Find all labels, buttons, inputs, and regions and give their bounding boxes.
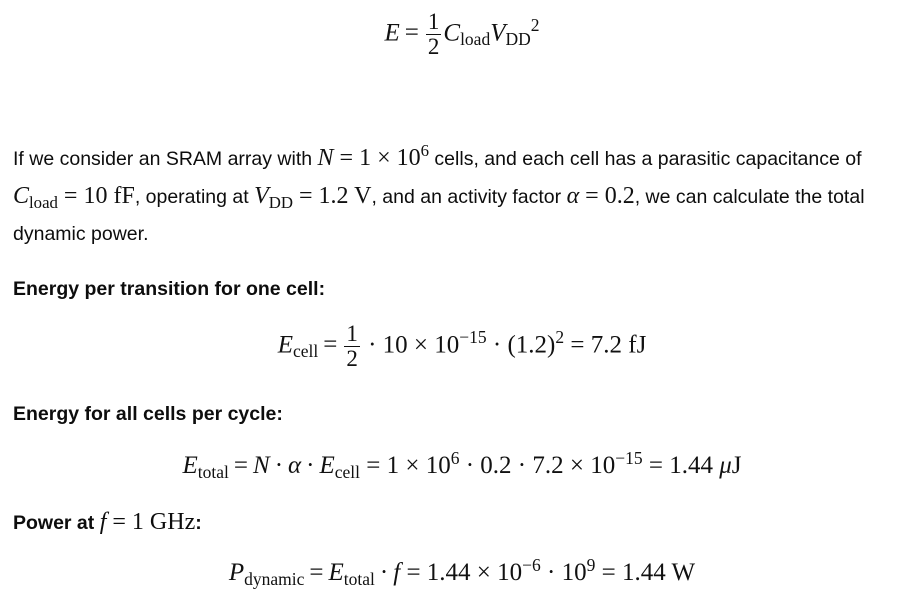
- math-n-cells: [317, 141, 430, 171]
- math-expression: = 1 × 10: [366, 452, 451, 479]
- heading-energy-all-cells: Energy for all cells per cycle:: [13, 403, 283, 425]
- intro-paragraph: [13, 140, 918, 253]
- math-expression: · (1.2): [492, 331, 556, 359]
- subscript-total: total: [197, 461, 229, 482]
- subscript-dd: DD: [505, 29, 531, 50]
- superscript-2: 2: [555, 327, 565, 348]
- para-text: , operating at: [134, 186, 255, 208]
- dot-operator: ·: [306, 452, 315, 479]
- math-c-load: [13, 183, 135, 212]
- fraction-half: [426, 10, 442, 59]
- unit-j: J: [731, 452, 742, 479]
- var-p: P: [228, 559, 245, 586]
- fraction-numerator: 1: [427, 9, 440, 34]
- var-f: f: [393, 559, 401, 586]
- superscript-exponent: −15: [459, 327, 487, 348]
- heading-energy-per-transition: Energy per transition for one cell:: [13, 278, 326, 300]
- var-e: E: [319, 452, 335, 479]
- math-value: = 0.2: [585, 183, 635, 209]
- unit-fj: fJ: [628, 331, 647, 359]
- heading-text: Power at: [13, 512, 100, 534]
- subscript-load: load: [460, 29, 491, 50]
- superscript-exponent: −15: [615, 447, 643, 468]
- fraction-numerator: 1: [346, 321, 358, 346]
- math-value: = 10: [63, 183, 108, 209]
- fraction-denominator: 2: [427, 34, 440, 60]
- subscript-total: total: [343, 568, 375, 589]
- math-value: = 1 × 10: [339, 145, 421, 171]
- symbol-mu: μ: [719, 452, 732, 479]
- var-v: V: [254, 183, 269, 209]
- var-alpha: α: [566, 183, 580, 209]
- fraction-half: [344, 322, 360, 371]
- equals-sign: =: [404, 19, 419, 47]
- var-f: f: [99, 509, 107, 535]
- energy-formula: [0, 10, 924, 59]
- superscript-9: 9: [586, 554, 596, 575]
- math-alpha: [567, 183, 635, 209]
- para-text: , we can calculate the total dynamic power.: [13, 186, 865, 245]
- var-e: E: [328, 559, 344, 586]
- math-expression: · 10 × 10: [368, 331, 460, 359]
- unit-w: W: [671, 559, 696, 586]
- math-frequency: [100, 509, 196, 535]
- math-v-dd: [254, 183, 372, 212]
- math-expression: · 10: [547, 559, 587, 586]
- fraction-denominator: 2: [346, 346, 358, 372]
- heading-colon: :: [195, 512, 202, 534]
- var-v: V: [490, 19, 506, 47]
- var-c: C: [13, 183, 30, 209]
- formula-e-total: [0, 447, 924, 482]
- math-result: = 1.44: [648, 452, 713, 479]
- superscript-exponent: −6: [522, 554, 541, 575]
- dot-operator: ·: [274, 452, 284, 479]
- unit-ff: fF: [113, 183, 135, 209]
- math-value: = 1.2: [298, 183, 349, 209]
- math-result: = 7.2: [570, 331, 622, 359]
- var-e: E: [277, 331, 293, 359]
- subscript-dd: DD: [268, 192, 293, 212]
- superscript-2: 2: [530, 15, 540, 36]
- superscript-6: 6: [450, 447, 460, 468]
- subscript-dynamic: dynamic: [244, 568, 305, 589]
- dot-operator: ·: [379, 559, 389, 586]
- equals-sign: =: [323, 331, 338, 359]
- math-expression: · 0.2 · 7.2 × 10: [465, 452, 616, 479]
- unit-ghz: GHz: [149, 509, 196, 535]
- math-expression: = 1.44 × 10: [406, 559, 523, 586]
- var-e: E: [182, 452, 198, 479]
- formula-e-cell: [0, 322, 924, 371]
- var-n: N: [317, 145, 334, 171]
- para-text: If we consider an SRAM array with: [13, 148, 318, 170]
- unit-v: V: [354, 183, 372, 209]
- subscript-cell: cell: [292, 341, 319, 362]
- subscript-cell: cell: [334, 461, 361, 482]
- formula-p-dynamic: [0, 554, 924, 589]
- var-alpha: α: [288, 452, 302, 479]
- heading-power: [13, 510, 202, 534]
- math-result: = 1.44: [601, 559, 666, 586]
- para-text: cells, and each cell has a parasitic capacitance of: [429, 148, 862, 170]
- equals-sign: =: [233, 452, 248, 479]
- var-e: E: [384, 19, 400, 47]
- para-text: , and an activity factor: [371, 186, 567, 208]
- var-c: C: [443, 19, 461, 47]
- var-n: N: [253, 452, 270, 479]
- math-value: = 1: [112, 509, 144, 535]
- equals-sign: =: [309, 559, 324, 586]
- superscript-6: 6: [420, 141, 430, 161]
- subscript-load: load: [29, 192, 58, 212]
